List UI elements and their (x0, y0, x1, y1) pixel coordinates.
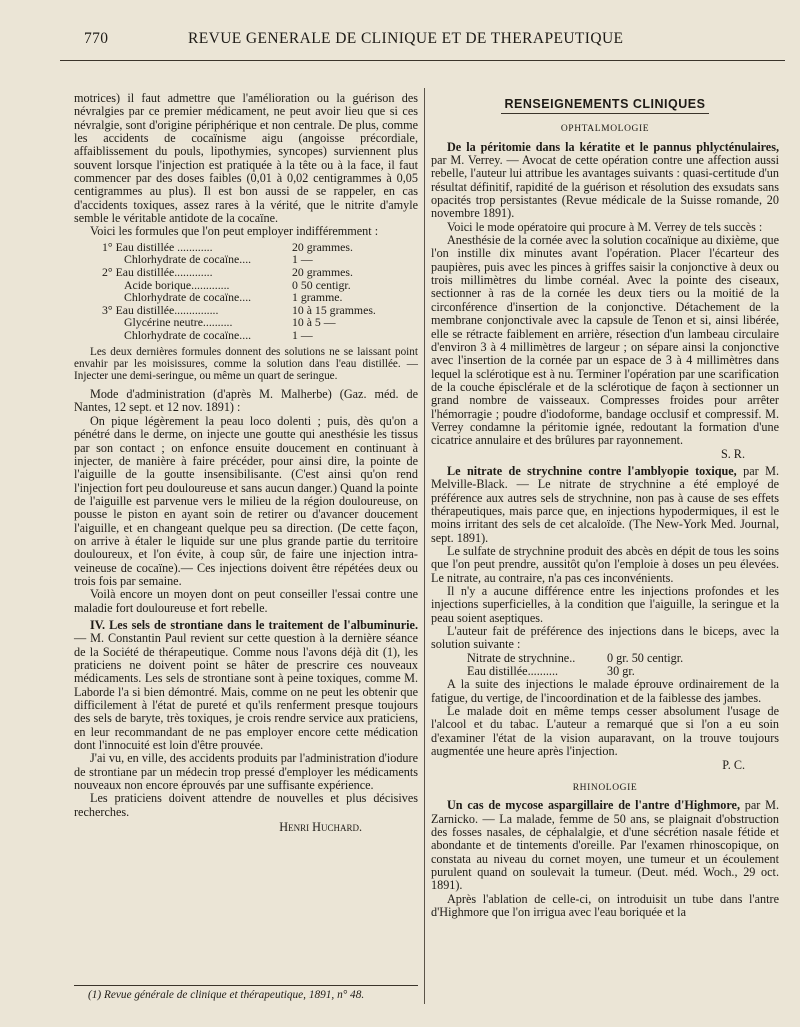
paragraph: Voici le mode opératoire qui procure à M. Verrey de tels succès : (447, 219, 763, 234)
paragraph: J'ai vu, en ville, des accidents produits par l'administration d'iodure de strontiane par un médecin trop pressé d'employer les médicaments nouveaux non encore éprouvés par une suffisante expérience. (74, 751, 418, 793)
paragraph-text: par M. Melville-Black. — Le nitrate de strychnine a été employé de préférence aux autres sels de strychnine, non pas à cause de ses effets thérapeutiques, mais parce que, en injections hypodermiques, il est le moins irritant des sels de cet alcaloïde. (The New-York Med. Journal, sept. 1891). (431, 463, 779, 545)
paragraph: motrices) il faut admettre que l'amélioration ou la guérison des névralgies par ce premier médicament, ne peut avoir lieu que si ces névralgie, sont d'origine périphérique et non centrale. De plus, comme les accidents de cocaïnisme aigu (angoisse précordiale, affaiblissement du pouls, lipothymies, syncopes) surviennent plus souvent lorsque l'injection est pratiquée à la tête ou à la face, il faut commencer par des doses faibles (0,01 à 0,02 centigrammes à 0,05 centigrammes au plus). Il est bon aussi de se rappeler, en cas d'accidents toxiques, assez rares à la vérité, que le nitrite d'amyle semble le véritable antidote de la cocaïne. (74, 91, 418, 226)
page-number: 770 (84, 30, 109, 47)
prescription-dose: 0 gr. 50 centigr. (607, 650, 684, 665)
paragraph: Le sulfate de strychnine produit des abcès en dépit de tous les soins que l'on peut prendre, aussitôt qu'on l'emploie à doses un peu élevées. Le nitrate, au contraire, n'a pas ces inconvénients. (431, 544, 779, 585)
paragraph (431, 465, 779, 545)
paragraph: Le malade doit en même temps cesser absolument l'usage de l'alcool et du tabac. L'auteur a remarqué que si l'on a eu soin d'examiner l'état de la vision auparavant, on la trouve toujours augmentée une heure après l'injection. (431, 704, 779, 759)
paragraph-text: par M. Verrey. — Avocat de cette opération contre une affection aussi rebelle, l'auteur lui attribue les avantages suivants : quasi-certitude d'un résultat définitif, rapidité de la guérison et résolution des exsudats sans opacités trop persistantes (Revue médicale de la Suisse romande, 20 novembre 1891). (431, 153, 779, 221)
page-header (0, 30, 800, 52)
initials: P. C. (722, 757, 745, 772)
left-column (74, 92, 418, 834)
section-title-text: RENSEIGNEMENTS CLINIQUES (501, 97, 710, 114)
formula-value: 20 grammes. (292, 264, 353, 279)
paragraph: Anesthésie de la cornée avec la solution cocaïnique au dixième, que l'on instille dix minutes avant l'opération. Placer l'écarteur des paupières, puis avec les pinces à griffes saisir la conjonctive à deux ou trois millimètres du limbe cornéal. Avec la pointe des ciseaux, sectionner à ras de la cornée les deux tiers ou la moitié de la circonférence d'insertion de la conjonctive. Détachement de la membrane conjonctivale avec la capsule de Tenon et si, ainsi libérée, elle se rétracte faiblement en arrière, résection d'un lambeau circulaire d'environ 3 à 4 millimètres de largeur ; on sépare ainsi la conjonctive avec l'insertion de la cornée par un espace de 3 à 4 millimètres dans lequel la sclérotique est à nu. Terminer l'opération par une scarification de la couche épisclérale et de la sclérotique de façon à sectionner un grand nombre de vaisseaux. Compresses froides pour arrêter l'hémorragie ; poudre d'iodoforme, bandage occlusif et compressif. M. Verrey condamne la péritomie ignée, redoutant la formation d'une cicatrice annulaire et des brûlures par rayonnement. (431, 233, 779, 448)
initials: S. R. (720, 446, 745, 461)
paragraph: A la suite des injections le malade éprouve ordinairement de la fatigue, du vertige, de l'incoordination et de la faiblesse des jambes. (431, 677, 779, 705)
section-heading: IV. Les sels de strontiane dans le traitement de l'albuminurie. (90, 617, 418, 632)
article-heading: Le nitrate de strychnine contre l'amblyopie toxique, (447, 463, 737, 478)
subsection-heading: OPHTALMOLOGIE (560, 124, 650, 135)
formula-label: Glycérine neutre.......... (124, 315, 233, 330)
prescription-row (431, 652, 779, 665)
article-heading: De la péritomie dans la kératite et le pannus phlycténulaires, (447, 139, 779, 154)
prescription-item: Eau distillée.......... (467, 664, 559, 679)
prescription-row (431, 665, 779, 678)
paragraph: Il n'y a aucune différence entre les injections profondes et les injections superficielles, à la condition que l'aiguille, la seringue et la peau soient aseptiques. (431, 584, 779, 625)
formula-row (74, 266, 418, 279)
formula-label: Chlorhydrate de cocaïne.... (124, 252, 252, 267)
running-title: REVUE GENERALE DE CLINIQUE ET DE THERAPEUTIQUE (188, 30, 624, 47)
paragraph-text: — M. Constantin Paul revient sur cette question à la dernière séance de la Société de thérapeutique. Comme nous l'avons déjà dit (1), les praticiens ne doivent point se hâter de prescrire ces nouveaux médicaments. Les sels de strontiane sont à peine toxiques, comme M. Laborde l'a si bien démontré. Mais, comme on ne peut les obtenir que difficilement à l'état de pureté et qu'ils renferment presque toujours des sels de baryte, très toxiques, je crois rendre service aux praticiens, en leur recommandant de ne pas employer encore cette médication dont l'innocuité est loin d'être prouvée. (74, 631, 418, 753)
formula-value: 10 à 15 grammes. (292, 302, 376, 317)
prescription-dose: 30 gr. (607, 664, 635, 679)
article-heading: Un cas de mycose aspargillaire de l'antre d'Highmore, (447, 798, 741, 813)
paragraph: On pique légèrement la peau loco dolenti ; puis, dès qu'on a pénétré dans le derme, on injecte une goutte qui anesthésie les tissus par son contact ; on enfonce ensuite doucement en continuant à injecter, de manière à faire précéder, pour ainsi dire, la pointe de l'aiguille de la goutte insensibilisante. (C'est ainsi qu'on rend l'injection fort peu douloureuse et sans aucun danger.) Quand la pointe de l'aiguille est parvenue vers le milieu de la région douloureuse, on pousse le piston en ayant soin de retirer ou d'avancer doucement l'aiguille, et en changeant quelque peu sa direction. (De cette façon, on arrive à étaler le liquide sur une plus grande partie du territoire douloureux, et l'on évite, à coup sûr, de faire une injection intra-veineuse de cocaïne).— Ces injections doivent être répétées deux ou trois fois par semaine. (74, 413, 418, 588)
subsection-heading: RHINOLOGIE (572, 782, 638, 793)
paragraph: Mode d'administration (d'après M. Malherbe) (Gaz. méd. de Nantes, 12 sept. et 12 nov. 1891) : (74, 387, 418, 415)
right-column (431, 92, 779, 919)
footnote-rule (74, 985, 418, 986)
formula-value: 0 50 centigr. (292, 277, 351, 292)
formula-list (74, 241, 418, 342)
formula-label: Chlorhydrate de cocaïne.... (124, 290, 252, 305)
formula-row (74, 291, 418, 304)
author-signature: Henri Huchard. (279, 820, 362, 835)
paragraph-text: par M. Zarnicko. — La malade, femme de 50 ans, se plaignait d'obstruction des fosses nasales, de céphalalgie, et d'une sécrétion nasale fétide et abondante et de tintements d'oreille. Par l'examen rhinoscopique, on constata au niveau du cornet moyen, une tumeur et un écoulement purulent quand on soulevait la tumeur. (Deut. méd. Woch., 29 oct. 1891). (431, 798, 779, 893)
formula-value: 10 à 5 — (292, 315, 336, 330)
formula-value: 1 — (292, 252, 313, 267)
column-divider (424, 88, 425, 1004)
formula-label: Acide borique............. (124, 277, 230, 292)
paragraph: Les praticiens doivent attendre de nouvelles et plus décisives recherches. (74, 791, 418, 819)
formula-row (74, 329, 418, 342)
paragraph (74, 619, 418, 752)
paragraph: Voici les formules que l'on peut employer indifféremment : (90, 224, 379, 239)
paragraph: Les deux dernières formules donnent des solutions ne se laissant point envahir par les moisissures, comme la solution dans l'eau distillée. — Injecter une demi-seringue, ou même un quart de seringue. (74, 345, 418, 382)
formula-label: Chlorhydrate de cocaïne.... (124, 327, 252, 342)
header-rule (60, 60, 785, 61)
paragraph: L'auteur fait de préférence des injections dans le biceps, avec la solution suivante : (431, 624, 779, 652)
formula-label: 3° Eau distillée............... (102, 302, 219, 317)
formula-value: 20 grammes. (292, 239, 353, 254)
formula-label: 2° Eau distillée............. (102, 264, 213, 279)
section-title (431, 98, 779, 113)
paragraph: Voilà encore un moyen dont on peut conseiller l'essai contre une maladie fort douloureuse et fort rebelle. (74, 587, 418, 615)
paragraph: Après l'ablation de celle-ci, on introduisit un tube dans l'antre d'Highmore que l'on irrigua avec l'eau boriquée et la (431, 891, 779, 919)
prescription-item: Nitrate de strychnine.. (467, 650, 576, 665)
footnote: (1) Revue générale de clinique et thérapeutique, 1891, n° 48. (88, 989, 365, 1001)
formula-value: 1 — (292, 327, 313, 342)
formula-value: 1 gramme. (292, 290, 343, 305)
formula-label: 1° Eau distillée ............ (102, 239, 213, 254)
paragraph (431, 141, 779, 221)
paragraph (431, 799, 779, 892)
